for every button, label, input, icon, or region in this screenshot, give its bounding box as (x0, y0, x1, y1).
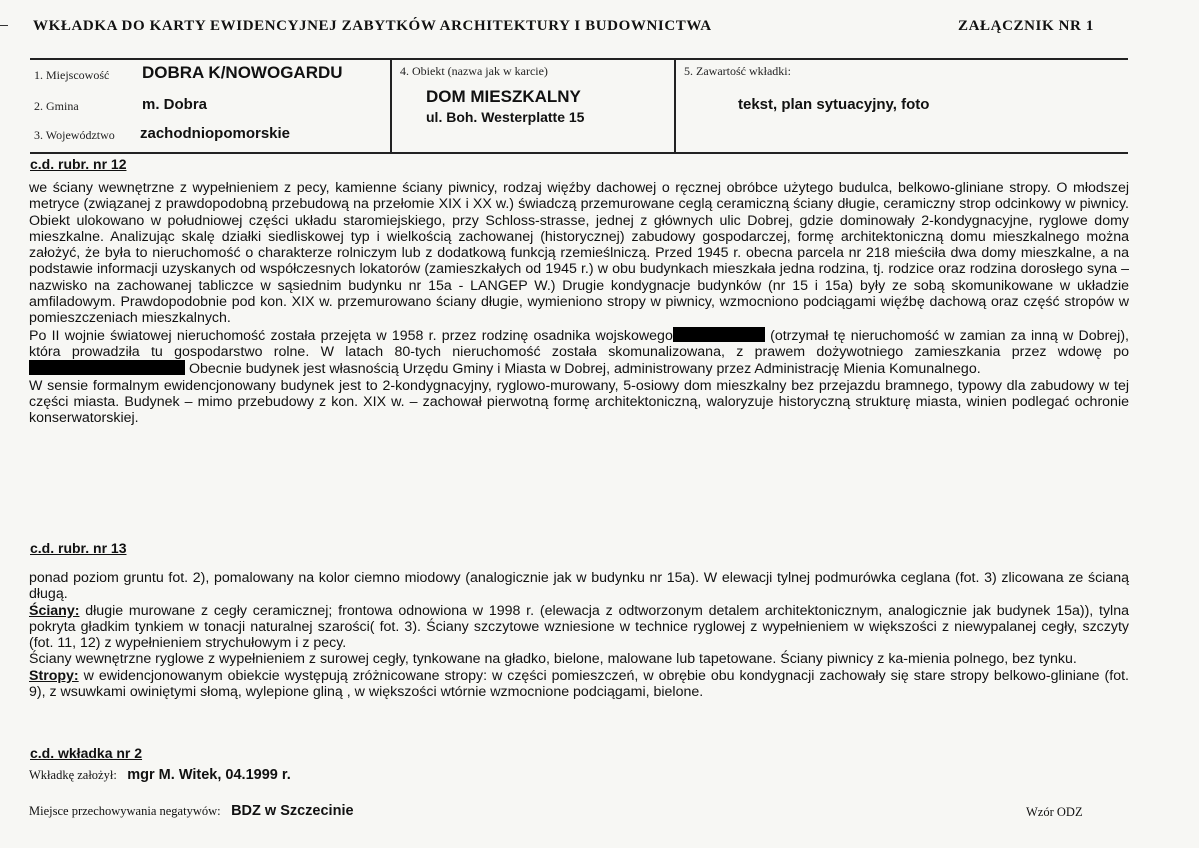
redaction-box (673, 327, 765, 342)
ownership-text-c: Obecnie budynek jest własnością Urzędu Gminy i Miasta w Dobrej, administrowany przez Administrację Mienia Komunalnego. (188, 361, 981, 378)
info-table (30, 58, 1128, 154)
author-value: mgr M. Witek, 04.1999 r. (127, 767, 291, 783)
contents-column (676, 60, 1128, 154)
walls-text: długie murowane z cegły ceramicznej; frontowa odnowiona w 1998 r. (elewacja z odtworzonym detalem architektonicznym, analogicznie jak budynek 15a)), tylna pokryta gładkim tynkiem w tonacji naturalnej szarości( fot. 3). Ściany szczytowe wzniesione w technice ryglowej z wypełnieniem w większości z niewypalanej cegły, szczyty (fot. 11, 12) z wypełnieniem strychułowym i z pecy. (29, 602, 1129, 652)
redaction-box (29, 360, 185, 375)
ownership-text-a: Po II wojnie światowej nieruchomość została przejęta w 1958 r. przez rodzinę osadnika wojskowego (29, 327, 673, 344)
commune-value: m. Dobra (142, 96, 208, 113)
author-label: Wkładkę założył: (29, 768, 117, 782)
section-13-walls (29, 603, 1129, 652)
storage-line (29, 802, 354, 820)
document-title: WKŁADKA DO KARTY EWIDENCYJNEJ ZABYTKÓW ARCHITEKTURY I BUDOWNICTWA (33, 18, 712, 34)
object-column (390, 60, 676, 154)
storage-label: Miejsce przechowywania negatywów: (29, 804, 221, 818)
ceilings-text: w ewidencjonowanym obiekcie występują zróżnicowane stropy: w części pomieszczeń, w obrębie obu kondygnacji zachowały się stare stropy belkowo-gliniane (fot. 9), z wsuwkami owiniętymi słomą, wylepione gliną , w większości wtórnie wzmocnione podciągami, bielone. (29, 667, 1129, 701)
object-value: DOM MIESZKALNY (426, 87, 581, 106)
contents-label: 5. Zawartość wkładki: (684, 64, 791, 78)
section-13-heading: c.d. rubr. nr 13 (30, 540, 127, 556)
walls-term: Ściany: (29, 602, 80, 619)
ownership-text-b: (otrzymał tę nieruchomość w zamian za inną w Dobrej), która prowadziła tu gospodarstwo rolne. W latach 80-tych nieruchomość została skomunalizowana, z prawem dożywotniego zamieszkania przez wdowę po (29, 327, 1129, 360)
location-column (30, 60, 390, 154)
author-line (29, 766, 291, 784)
locality-value: DOBRA K/NOWOGARDU (142, 63, 343, 82)
storage-value: BDZ w Szczecinie (231, 803, 354, 819)
voivodeship-value: zachodniopomorskie (140, 125, 291, 142)
margin-mark (0, 25, 8, 26)
section-13-ceilings (29, 668, 1129, 701)
contents-value: tekst, plan sytuacyjny, foto (738, 96, 930, 113)
voivodeship-label: 3. Województwo (34, 128, 115, 142)
section-12-paragraph-3: W sensie formalnym ewidencjonowany budynek jest to 2-kondygnacyjny, ryglowo-murowany, 5-osiowy dom mieszkalny bez przejazdu bramnego, typowy dla zabudowy w tej części miasta. Budynek – mimo przebudowy z kon. XIX w. – zachował pierwotną formę architektoniczną, waloryzuje historyczną strukturę miasta, winien podlegać ochronie konserwatorskiej. (29, 377, 1129, 427)
section-12-paragraph-1: we ściany wewnętrzne z wypełnieniem z pecy, kamienne ściany piwnicy, rodzaj więźby dachowej o ręcznej obróbce użytego budulca, belkowo-gliniane stropy. O młodszej metryce (związanej z prawdopodobną przebudową na przełomie XIX i XX w.) świadczą przemurowane ceglą ceramiczną ściany długie, ceramiczny strop odcinkowy w piwnicy. Obiekt ulokowano w południowej części układu staromiejskiego, przy Schloss-strasse, jednej z głównych ulic Dobrej, gdzie dominowały 2-kondygnacyjne, ryglowe domy mieszkalne. Analizując skalę działki siedliskowej typ i wielkością zachowanej (historycznej) zabudowy gospodarczej, formę architektoniczną domu mieszkalnego można założyć, że była to nieruchomość o charakterze rolniczym lub z dodatkową funkcją rzemieślniczą. Przed 1945 r. obecna parcela nr 218 mieściła dwa domy mieszkalne, a na podstawie informacji uzyskanych od współczesnych lokatorów (zamieszkałych od 1945 r.) w obu budynkach mieszkała jedna rodzina, tj. rodzice oraz rodzina dorosłego syna – nazwisko na zachowanej tabliczce w sąsiednim budynku nr 15a - LANGEP W.) Drugie kondygnacje budynków (nr 15 i 15a) były ze sobą skomunikowane w układzie amfiladowym. Prawdopodobnie pod kon. XIX w. przemurowano ściany długie, wymieniono stropy w piwnicy, wzmocniono podciągami więźbę dachową oraz część stropów w pomieszczeniach mieszkalnych. (29, 180, 1129, 327)
section-12-text (29, 180, 1129, 426)
section-13-paragraph-1: ponad poziom gruntu fot. 2), pomalowany na kolor ciemno miodowy (analogicznie jak w budynku nr 15a). W elewacji tylnej podmurówka ceglana (fot. 3) zlicowana ze ścianą długą. (29, 570, 1129, 603)
document-header (0, 18, 1199, 42)
commune-label: 2. Gmina (34, 99, 79, 113)
annex-number: ZAŁĄCZNIK NR 1 (958, 18, 1094, 34)
form-template-label: Wzór ODZ (1026, 805, 1083, 819)
section-13-inner-walls: Ściany wewnętrzne ryglowe z wypełnieniem z surowej cegły, tynkowane na gładko, bielone, malowane lub tapetowane. Ściany piwnicy z ka-mienia polnego, bez tynku. (29, 651, 1077, 668)
locality-label: 1. Miejscowość (34, 68, 110, 82)
section-12-heading: c.d. rubr. nr 12 (30, 156, 127, 172)
object-address: ul. Boh. Westerplatte 15 (426, 109, 585, 125)
ceilings-term: Stropy: (29, 667, 79, 684)
section-12-paragraph-2 (29, 327, 1129, 378)
section-13-text (29, 570, 1129, 700)
continuation-reference: c.d. wkładka nr 2 (30, 745, 143, 761)
object-label: 4. Obiekt (nazwa jak w karcie) (400, 64, 548, 78)
